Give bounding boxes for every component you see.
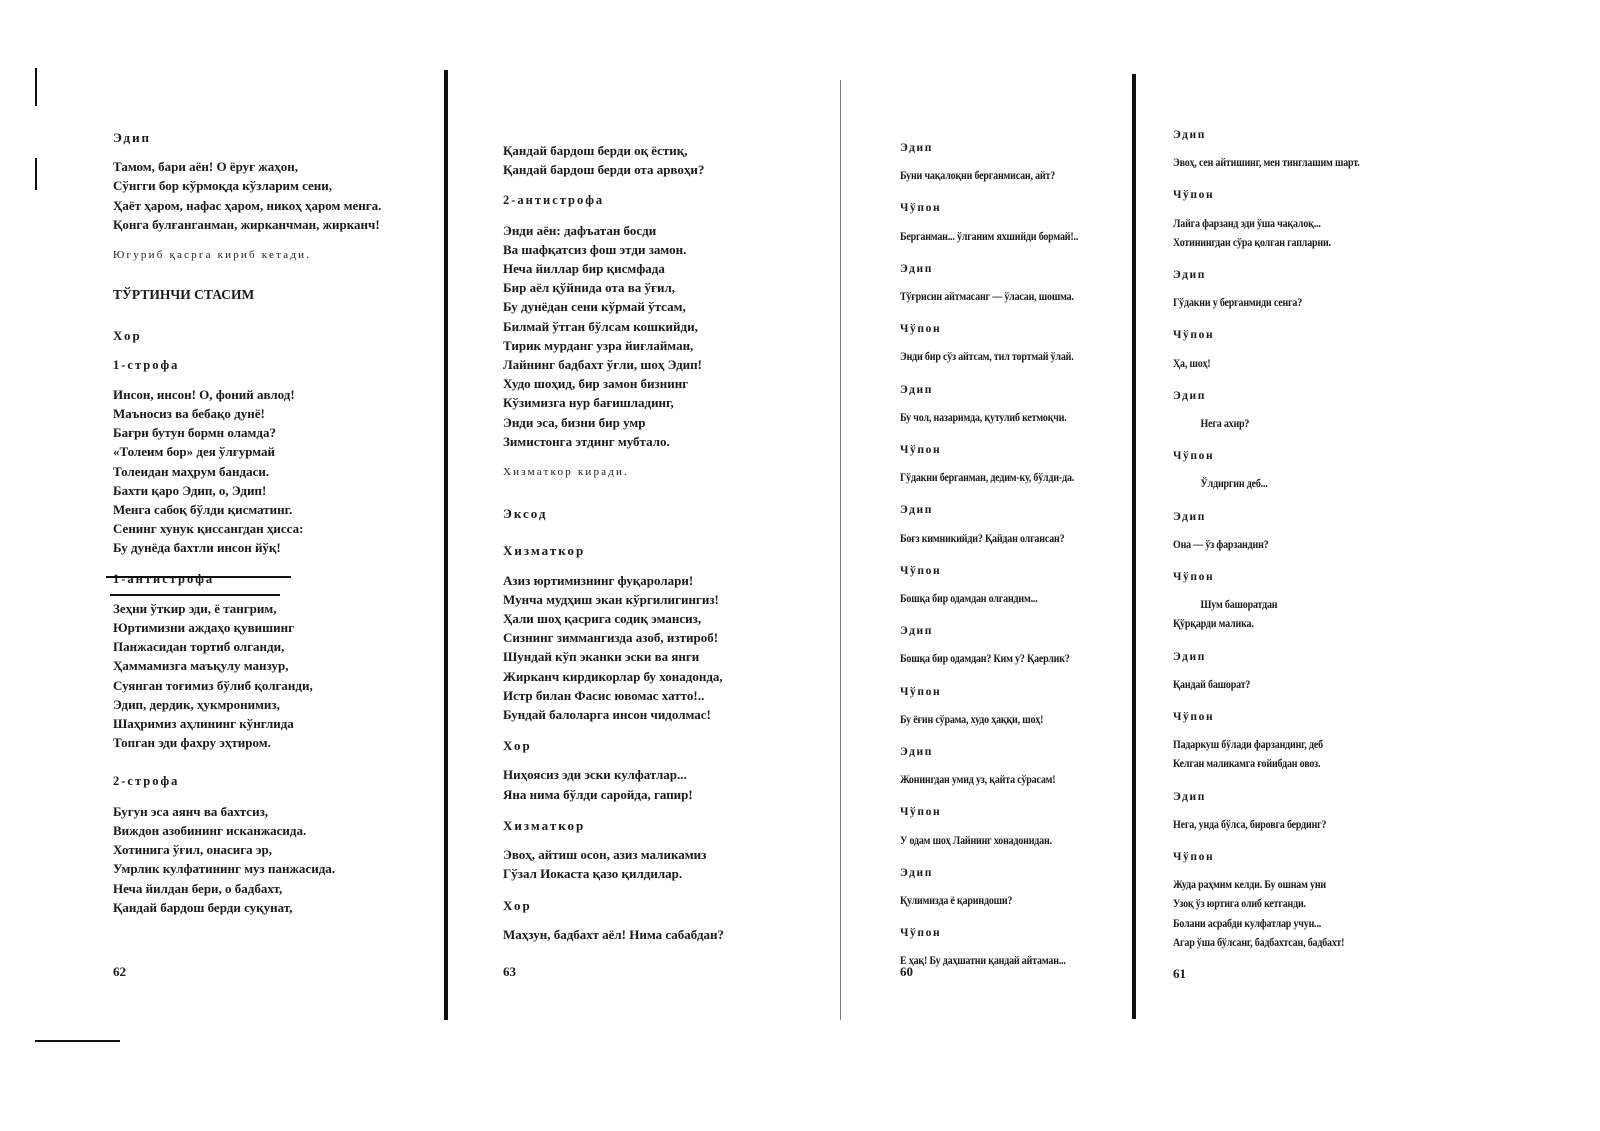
antistrophe-block — [503, 221, 803, 451]
dialogue-line: Буни чақалоқни берганмисан, айт? — [900, 169, 1056, 183]
edge-mark-mid-left — [35, 158, 37, 190]
speaker-label: Хизматкор — [503, 817, 586, 833]
page-number: 63 — [503, 964, 516, 979]
verse-line: Яна нима бўлди саройда, гапир! — [503, 786, 693, 802]
dialogue-line: Эвоҳ, сен айтишинг, мен тинглашим шарт. — [1173, 156, 1360, 170]
speech-block — [503, 571, 803, 725]
dialogue-line: Боғз кимникийди? Қайдан олгансан? — [900, 531, 1065, 545]
speaker-label: Чўпон — [900, 927, 942, 940]
dialogue-line: У одам шоҳ Лайнинг хонадонидан. — [900, 833, 1052, 847]
dialogue-line: Ўлдиргин деб... — [1200, 477, 1268, 491]
verse-line: Сенинг хунук қиссангдан ҳисса: — [113, 521, 304, 537]
verse-line: Ҳаммамизга маъқулу манзур, — [113, 658, 289, 674]
verse-line: Қонга булғанганман, жирканчман, жирканч! — [113, 216, 380, 232]
dialogue-line: Болани асрабди кулфатлар учун... — [1173, 916, 1322, 930]
strophe-title: 1-строфа — [113, 357, 180, 372]
page-number: 60 — [900, 964, 913, 979]
verse-line: Эвоҳ, айтиш осон, азиз маликамиз — [503, 847, 707, 863]
speaker-label: Чўпон — [900, 806, 942, 819]
dialogue-turn — [1173, 387, 1423, 433]
verse-line: Умрлик кулфатининг муз панжасида. — [113, 861, 336, 877]
dialogue-turn — [900, 199, 1150, 245]
speaker-label: Эдип — [1173, 129, 1206, 141]
dialogue-turn — [900, 139, 1150, 185]
dialogue-turn — [1173, 568, 1423, 634]
verse-line: Эдип, дердик, ҳукмронимиз, — [113, 696, 280, 712]
verse-line: Лайнинг бадбахт ўғли, шоҳ Эдип! — [503, 357, 702, 373]
dialogue-turn — [900, 683, 1150, 729]
verse-line: Қандай бардош берди ота арвоҳи? — [503, 162, 705, 178]
dialogue-turn — [900, 622, 1150, 668]
speech-block — [503, 845, 803, 883]
verse-line: Азиз юртимизнинг фуқаролари! — [503, 572, 694, 588]
dialogue-turn — [900, 864, 1150, 910]
speaker-label: Чўпон — [900, 564, 942, 577]
verse-line: Бағри бутун бормн оламда? — [113, 425, 276, 441]
dialogue-turn — [900, 260, 1150, 306]
dialogue-turn — [900, 562, 1150, 608]
dialogue-line: Шум башоратдан — [1200, 598, 1278, 612]
page-60 — [900, 139, 1150, 985]
verse-line: Инсон, инсон! О, фоний авлод! — [113, 386, 295, 402]
dialogue-line: Берганман... ўлганим яхшийди бормай!.. — [900, 229, 1079, 243]
verse-line: Сизнинг зиммангизда азоб, изтироб! — [503, 630, 719, 646]
verse-line: Менга сабоқ бўлди қисматинг. — [113, 502, 293, 518]
dialogue-line: Гўдакни берганман, дедим-ку, бўлди-да. — [900, 471, 1075, 485]
speaker-label: Эдип — [900, 383, 933, 396]
dialogue-turn — [1173, 266, 1423, 312]
dialogue-line: Агар ўша бўлсанг, бадбахтсан, бадбахт! — [1173, 935, 1345, 949]
dialogue-line: Бу ёғин сўрама, худо ҳаққи, шоҳ! — [900, 712, 1044, 726]
dialogue-line: Қандай башорат? — [1173, 677, 1251, 691]
dialogue-turn — [1173, 126, 1423, 172]
verse-line: Хотинига ўғил, онасига эр, — [113, 842, 273, 858]
speech-block — [113, 157, 413, 234]
dialogue-line: Хотинингдан сўра қолган гапларни. — [1173, 235, 1331, 249]
verse-line: Истр билан Фасис ювомас хатто!.. — [503, 687, 705, 703]
verse-line: Юртимизни аждаҳо қувишинг — [113, 620, 294, 636]
verse-line: Гўзал Иокаста қазо қилдилар. — [503, 866, 683, 882]
dialogue-line: Бошқа бир одамдан олгандим... — [900, 592, 1038, 606]
verse-line: Қандай бардош берди оқ ёстиқ, — [503, 143, 688, 158]
verse-line: «Толеим бор» дея ўлғурмай — [113, 444, 275, 460]
verse-line: Шаҳримиз аҳлининг кўнглида — [113, 716, 294, 732]
verse-line: Суянган тоғимиз бўлиб қолганди, — [113, 677, 313, 693]
verse-line: Ва шафқатсиз фош этди замон. — [503, 241, 687, 257]
page-number: 61 — [1173, 966, 1186, 981]
section-title: ТЎРТИНЧИ СТАСИМ — [113, 287, 255, 303]
edge-mark-center — [840, 80, 841, 1020]
verse-line: Панжасидан тортиб олганди, — [113, 639, 285, 655]
verse-line: Бу дунёда бахтли инсон йўқ! — [113, 540, 281, 556]
speaker-label: Эдип — [1173, 650, 1206, 663]
verse-line: Билмай ўтган бўлсам кошкийди, — [503, 318, 698, 334]
dialogue-turn — [1173, 648, 1423, 694]
speaker-label: Эдип — [1173, 389, 1206, 402]
dialogue-line: Бу чол, назаримда, қутулиб кетмоқчи. — [900, 410, 1067, 424]
dialogue-line: Падаркуш бўлади фарзандинг, деб — [1173, 738, 1323, 752]
verse-line: Жирканч кирдикорлар бу хонадонда, — [503, 668, 723, 684]
dialogue-line: Жонингдан умид уз, қайта сўрасам! — [900, 773, 1056, 787]
dialogue-turn — [900, 441, 1150, 487]
verse-line: Энди эса, бизни бир умр — [503, 414, 646, 430]
dialogue-line: Тўғрисин айтмасанг — ўласан, шошма. — [900, 290, 1074, 304]
verse-line: Ҳали шоҳ қасрига содиқ эмансиз, — [503, 611, 702, 627]
dialogue-line: Келган маликамга ғойибдан овоз. — [1173, 757, 1321, 771]
verse-line: Бугун эса аянч ва бахтсиз, — [113, 803, 269, 819]
stage-direction: Югуриб қасрга кириб кетади. — [113, 249, 312, 262]
dialogue-turn — [1173, 708, 1423, 774]
dialogue-line: Жуда раҳмим келди. Бу ошнам уни — [1173, 878, 1326, 892]
page-number: 62 — [113, 964, 126, 979]
stage-direction: Хизматкор киради. — [503, 466, 630, 479]
speaker-label: Эдип — [1173, 790, 1206, 803]
verse-block — [503, 141, 803, 179]
dialogue-turn — [900, 501, 1150, 547]
dialogue-turn — [1173, 447, 1423, 493]
verse-line: Бир аёл қўйнида ота ва ўғил, — [503, 280, 675, 296]
dialogue-turn — [900, 924, 1150, 970]
chorus-label: Хор — [113, 328, 142, 344]
pen-underline — [106, 576, 291, 578]
dialogue-turn — [1173, 848, 1423, 952]
dialogue-turn — [900, 803, 1150, 849]
verse-line: Шундай кўп эканки эски ва янги — [503, 649, 700, 665]
verse-line: Зеҳни ўткир эди, ё тангрим, — [113, 600, 277, 616]
dialogue-line: Узоқ ўз юртига олиб кетганди. — [1173, 897, 1306, 911]
strophe-title: 2-строфа — [113, 774, 180, 789]
antistrophe-title: 2-антистрофа — [503, 193, 605, 208]
dialogue-turn — [900, 381, 1150, 427]
dialogue-turn — [900, 743, 1150, 789]
speaker-label: Хизматкор — [503, 543, 586, 559]
dialogue-line: Энди бир сўз айтсам, тил тортмай ўлай. — [900, 350, 1074, 364]
verse-line: Мунча мудҳиш экан кўргилигингиз! — [503, 591, 719, 607]
verse-line: Бахти қаро Эдип, о, Эдип! — [113, 482, 267, 498]
dialogue-line: Гўдакни у берганмиди сенга? — [1173, 296, 1303, 310]
dialogue-turn — [1173, 788, 1423, 834]
speech-block — [503, 925, 803, 944]
antistrophe-title: 1-антистрофа — [113, 571, 215, 586]
verse-line: Виждон азобининг исканжасида. — [113, 822, 307, 838]
page-63 — [503, 141, 803, 979]
dialogue-line: Қўрқарди малика. — [1173, 617, 1254, 631]
speaker-label: Чўпон — [1173, 189, 1215, 202]
dialogue-line: Она — ўз фарзандин? — [1173, 537, 1269, 551]
speaker-label: Чўпон — [1173, 851, 1215, 864]
dialogue-line: Ҳа, шоҳ! — [1173, 356, 1211, 370]
speaker-label: Чўпон — [900, 444, 942, 457]
dialogue-line: Нега ахир? — [1200, 417, 1250, 431]
verse-line: Маъносиз ва бебақо дунё! — [113, 406, 265, 422]
verse-line: Худо шоҳид, бир замон бизнинг — [503, 376, 689, 392]
dialogue-block — [900, 139, 1150, 971]
dialogue-line: Қулимизда ё қариндоши? — [900, 894, 1013, 908]
speaker-label: Эдип — [900, 746, 933, 759]
page-62 — [113, 128, 413, 979]
verse-line: Сўнгги бор кўрмоқда кўзларим сени, — [113, 178, 333, 194]
binding-shadow-left — [444, 70, 448, 1020]
verse-line: Бундай балоларга инсон чидолмас! — [503, 707, 711, 723]
verse-line: Зимистонга этдинг мубтало. — [503, 433, 670, 449]
strophe-block — [113, 385, 413, 558]
speaker-label: Чўпон — [900, 685, 942, 698]
speaker-label: Эдип — [1173, 269, 1206, 282]
dialogue-line: Нега, унда бўлса, бировга бердинг? — [1173, 817, 1327, 831]
dialogue-turn — [1173, 326, 1423, 372]
dialogue-block — [1173, 126, 1423, 952]
speaker-label: Хор — [503, 897, 532, 913]
dialogue-line: Е ҳақ! Бу даҳшатни қандай айтаман... — [900, 954, 1066, 968]
speaker-label: Эдип — [1173, 510, 1206, 523]
dialogue-turn — [900, 320, 1150, 366]
dialogue-line: Лайга фарзанд эди ўша чақалоқ... — [1173, 216, 1321, 230]
episode-title: Эксод — [503, 506, 548, 522]
speech-block — [503, 765, 803, 803]
speaker-label: Эдип — [900, 142, 933, 154]
verse-line: Маҳзун, бадбахт аёл! Нима сабабдан? — [503, 926, 725, 942]
speaker-label: Чўпон — [1173, 711, 1215, 724]
speaker-label: Чўпон — [900, 202, 942, 215]
speaker-label: Эдип — [900, 866, 933, 879]
dialogue-line: Бошқа бир одамдан? Ким у? Қаерлик? — [900, 652, 1070, 666]
antistrophe-block — [113, 599, 413, 753]
verse-line: Ниҳоясиз эди эски кулфатлар... — [503, 767, 687, 783]
verse-line: Энди аён: дафъатан босди — [503, 222, 657, 238]
verse-line: Бу дунёдан сени кўрмай ўтсам, — [503, 299, 686, 315]
verse-line: Тамом, бари аён! О ёруғ жаҳон, — [113, 159, 298, 175]
speaker-label: Эдип — [900, 625, 933, 638]
speaker-label: Чўпон — [900, 323, 942, 336]
dialogue-turn — [1173, 508, 1423, 554]
speaker-label: Чўпон — [1173, 571, 1215, 584]
verse-line: Неча йиллар бир қисмфада — [503, 261, 665, 277]
speaker-label: Эдип — [900, 504, 933, 517]
pen-underline — [110, 594, 280, 596]
verse-line: Неча йилдан бери, о бадбахт, — [113, 880, 283, 896]
verse-line: Қандай бардош берди суқунат, — [113, 899, 293, 915]
speaker-label: Хор — [503, 738, 532, 754]
verse-line: Тирик мурданг узра йиғлайман, — [503, 337, 694, 353]
verse-line: Ҳаёт ҳаром, нафас ҳаром, никоҳ ҳаром менга. — [113, 197, 382, 213]
edge-mark-top-left — [35, 68, 37, 106]
dialogue-turn — [1173, 186, 1423, 252]
speaker-label: Чўпон — [1173, 329, 1215, 342]
speaker-label: Эдип — [113, 130, 152, 145]
verse-line: Кўзимизга нур бағишладинг, — [503, 395, 674, 411]
verse-line: Топган эди фахру эҳтиром. — [113, 735, 271, 751]
speaker-label: Эдип — [900, 262, 933, 275]
speaker-label: Чўпон — [1173, 450, 1215, 463]
page-61 — [1173, 126, 1423, 981]
strophe-block — [113, 802, 413, 917]
edge-mark-bottom-left — [35, 1040, 120, 1042]
verse-line: Толеидан маҳрум бандаси. — [113, 463, 270, 479]
